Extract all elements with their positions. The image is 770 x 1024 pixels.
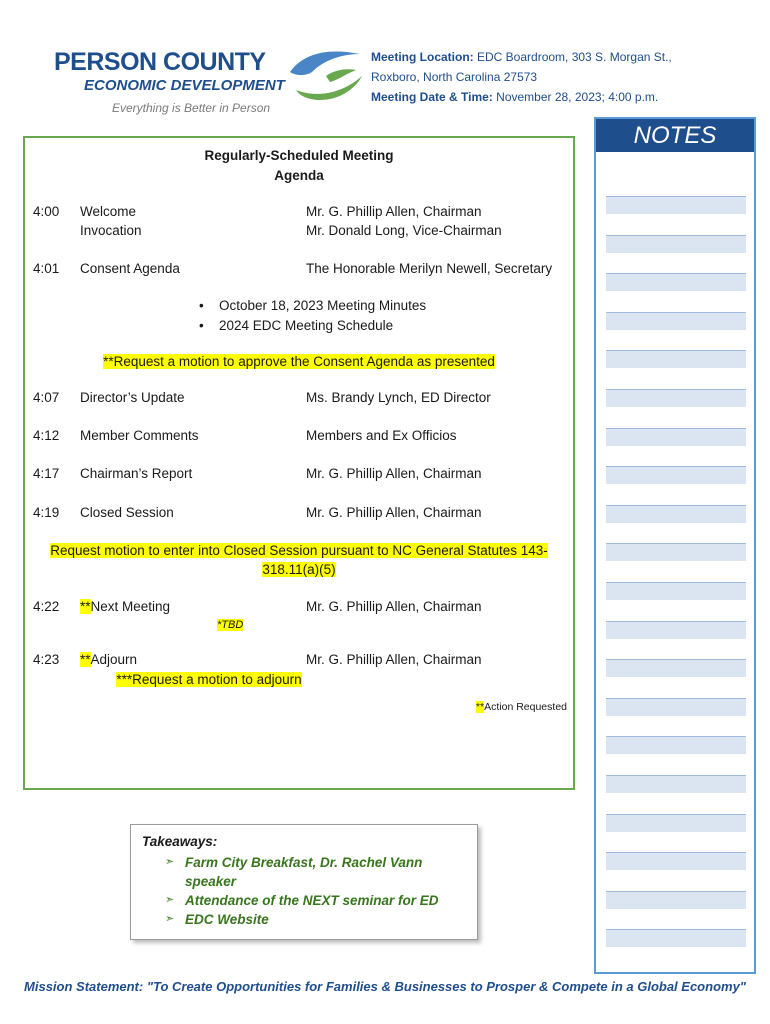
agenda-presenter: Mr. Donald Long, Vice-Chairman bbox=[306, 223, 502, 238]
takeaways-box bbox=[130, 824, 478, 940]
agenda-title-line1: Regularly-Scheduled Meeting bbox=[204, 148, 394, 163]
note-line bbox=[606, 196, 746, 214]
list-item bbox=[165, 853, 455, 891]
arrow-bullet-icon: ➣ bbox=[165, 894, 175, 906]
agenda-item: Chairman’s Report bbox=[80, 466, 193, 481]
agenda-item: Invocation bbox=[80, 223, 142, 238]
action-label: Action Requested bbox=[484, 701, 567, 713]
agenda-presenter: Mr. G. Phillip Allen, Chairman bbox=[306, 652, 482, 667]
action-mark: ** bbox=[80, 599, 91, 614]
hands-logo-icon bbox=[286, 46, 366, 102]
action-mark: ** bbox=[80, 652, 91, 667]
list-item: • 2024 EDC Meeting Schedule bbox=[195, 316, 426, 336]
arrow-bullet-icon: ➣ bbox=[165, 913, 175, 925]
datetime-label: Meeting Date & Time: bbox=[371, 90, 493, 104]
location-value-line2: Roxboro, North Carolina 27573 bbox=[371, 70, 538, 84]
takeaway-text: Attendance of the NEXT seminar for ED bbox=[185, 893, 439, 908]
note-line bbox=[606, 312, 746, 330]
note-line bbox=[606, 505, 746, 523]
tbd-note bbox=[217, 619, 243, 631]
note-line bbox=[606, 582, 746, 600]
notes-panel bbox=[594, 117, 756, 974]
logo-subtitle: ECONOMIC DEVELOPMENT bbox=[84, 77, 285, 94]
agenda-time: 4:07 bbox=[33, 390, 60, 405]
note-line bbox=[606, 891, 746, 909]
agenda-presenter: Members and Ex Officios bbox=[306, 428, 457, 443]
agenda-time: 4:01 bbox=[33, 261, 60, 276]
notes-heading: NOTES bbox=[596, 119, 754, 152]
agenda-presenter: Ms. Brandy Lynch, ED Director bbox=[306, 390, 491, 405]
agenda-item-label: Adjourn bbox=[90, 652, 138, 667]
agenda-box bbox=[23, 136, 575, 790]
takeaway-text: Farm City Breakfast, Dr. Rachel Vann speaker bbox=[185, 855, 423, 889]
agenda-time: 4:12 bbox=[33, 428, 60, 443]
note-line bbox=[606, 621, 746, 639]
agenda-item: Consent Agenda bbox=[80, 261, 180, 276]
note-line bbox=[606, 736, 746, 754]
note-line bbox=[606, 428, 746, 446]
note-line bbox=[606, 852, 746, 870]
agenda-presenter: Mr. G. Phillip Allen, Chairman bbox=[306, 599, 482, 614]
note-line bbox=[606, 235, 746, 253]
consent-motion-text: **Request a motion to approve the Consent Agenda as presented bbox=[103, 354, 495, 369]
consent-items-list bbox=[195, 296, 426, 336]
agenda-title bbox=[25, 146, 573, 186]
agenda-item: Welcome bbox=[80, 204, 137, 219]
note-line bbox=[606, 775, 746, 793]
agenda-item: Closed Session bbox=[80, 505, 174, 520]
agenda-item: Member Comments bbox=[80, 428, 199, 443]
list-item bbox=[165, 891, 455, 910]
logo-title: PERSON COUNTY bbox=[54, 48, 266, 76]
note-line bbox=[606, 543, 746, 561]
agenda-time: 4:23 bbox=[33, 652, 60, 667]
note-line bbox=[606, 814, 746, 832]
note-line bbox=[606, 698, 746, 716]
agenda-item bbox=[80, 597, 300, 616]
note-line bbox=[606, 389, 746, 407]
takeaways-list bbox=[165, 853, 455, 929]
takeaway-text: EDC Website bbox=[185, 912, 269, 927]
logo bbox=[54, 48, 364, 122]
agenda-presenter: The Honorable Merilyn Newell, Secretary bbox=[306, 261, 553, 276]
agenda-item bbox=[80, 650, 300, 669]
logo-tagline: Everything is Better in Person bbox=[112, 101, 271, 115]
agenda-title-line2: Agenda bbox=[274, 168, 324, 183]
mission-statement: Mission Statement: "To Create Opportunities for Families & Businesses to Prosper & Compete in a Global Economy" bbox=[24, 979, 746, 994]
agenda-time: 4:22 bbox=[33, 599, 60, 614]
location-value: EDC Boardroom, 303 S. Morgan St., bbox=[473, 50, 672, 64]
action-requested-legend bbox=[476, 701, 567, 713]
list-item bbox=[165, 910, 455, 929]
agenda-time: 4:17 bbox=[33, 466, 60, 481]
agenda-time: 4:19 bbox=[33, 505, 60, 520]
action-mark: ** bbox=[475, 701, 485, 713]
note-line bbox=[606, 350, 746, 368]
adjourn-motion-text: ***Request a motion to adjourn bbox=[116, 672, 302, 687]
closed-motion-line2: 318.11(a)(5) bbox=[262, 562, 336, 577]
takeaways-title: Takeaways: bbox=[142, 834, 218, 849]
closed-session-motion bbox=[25, 541, 573, 579]
agenda-presenter: Mr. G. Phillip Allen, Chairman bbox=[306, 466, 482, 481]
location-label: Meeting Location: bbox=[371, 50, 474, 64]
datetime-value: November 28, 2023; 4:00 p.m. bbox=[492, 90, 659, 104]
closed-motion-line1: Request motion to enter into Closed Session pursuant to NC General Statutes 143- bbox=[50, 543, 548, 558]
agenda-presenter: Mr. G. Phillip Allen, Chairman bbox=[306, 505, 482, 520]
list-item: • October 18, 2023 Meeting Minutes bbox=[195, 296, 426, 316]
arrow-bullet-icon: ➣ bbox=[165, 856, 175, 868]
note-line bbox=[606, 929, 746, 947]
agenda-presenter: Mr. G. Phillip Allen, Chairman bbox=[306, 204, 482, 219]
note-line bbox=[606, 466, 746, 484]
consent-motion bbox=[25, 352, 573, 371]
agenda-item-label: Next Meeting bbox=[90, 599, 171, 614]
agenda-time: 4:00 bbox=[33, 204, 60, 219]
meeting-info bbox=[371, 47, 711, 107]
adjourn-motion bbox=[0, 670, 573, 689]
agenda-item: Director’s Update bbox=[80, 390, 185, 405]
note-line bbox=[606, 273, 746, 291]
note-line bbox=[606, 659, 746, 677]
tbd-text: *TBD bbox=[217, 619, 244, 631]
